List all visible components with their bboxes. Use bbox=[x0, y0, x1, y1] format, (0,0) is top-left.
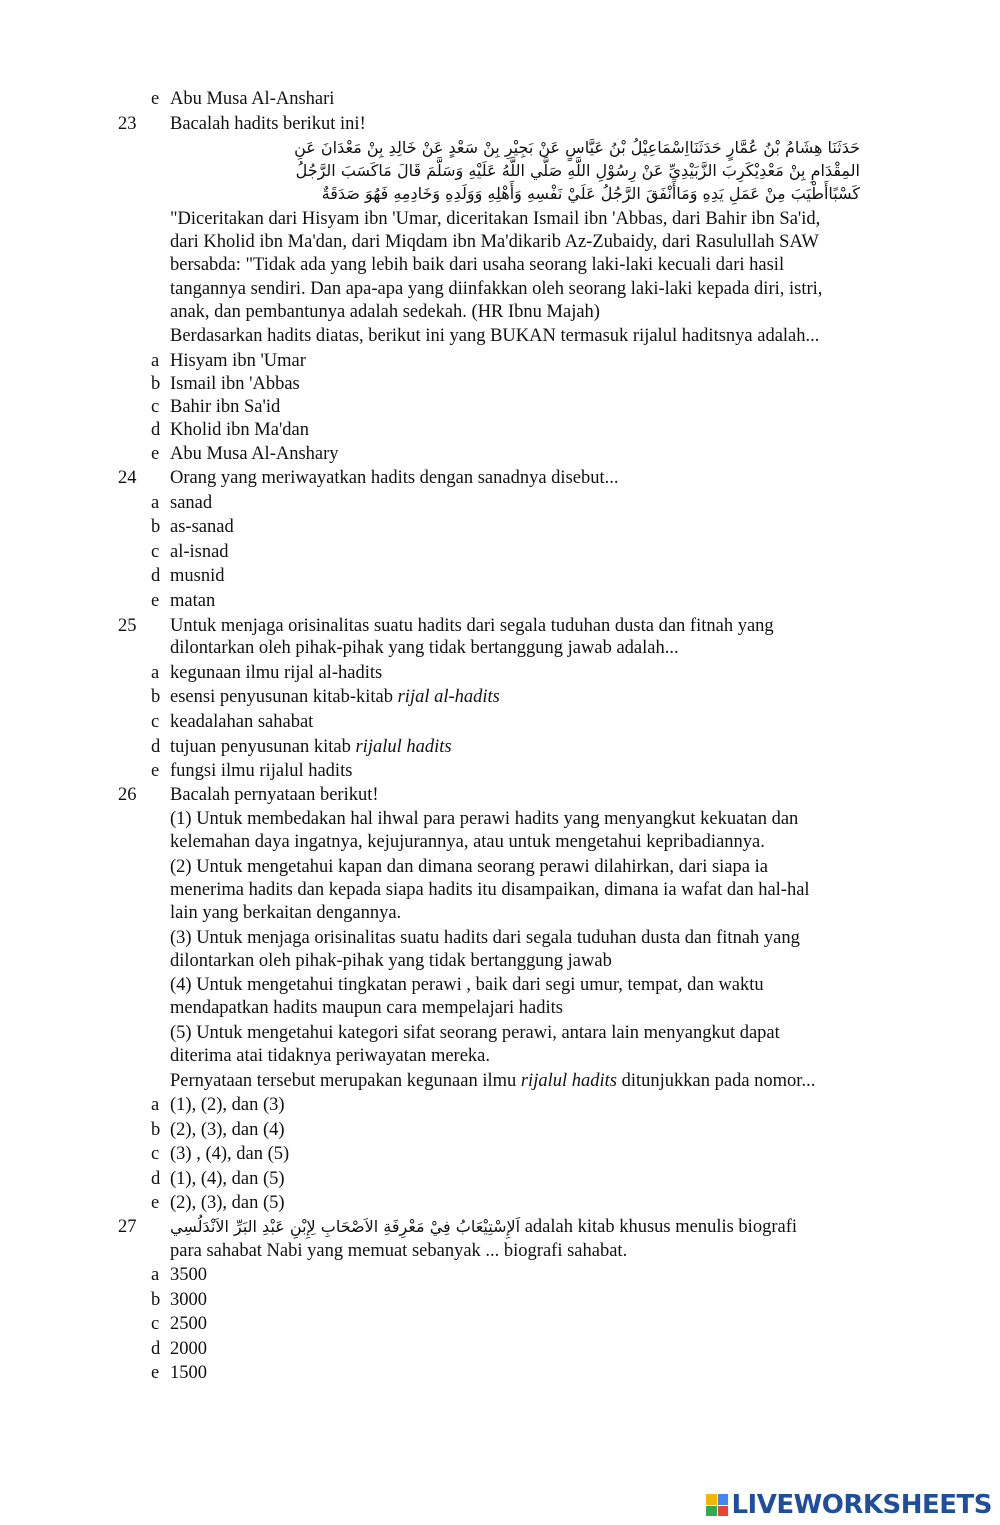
statement-line: menerima hadits dan kepada siapa hadits itu disampaikan, dimana ia wafat dan hal-hal bbox=[170, 880, 810, 900]
option-letter[interactable]: d bbox=[151, 737, 161, 757]
option-letter[interactable]: e bbox=[151, 444, 160, 464]
question-number: 27 bbox=[118, 1217, 137, 1237]
option-text[interactable]: keadalahan sahabat bbox=[170, 712, 314, 732]
option-text[interactable]: Hisyam ibn 'Umar bbox=[170, 351, 306, 371]
option-text[interactable]: Kholid ibn Ma'dan bbox=[170, 420, 309, 440]
translation-line: tangannya sendiri. Dan apa-apa yang diinfakkan oleh seorang laki-laki kepada diri, istri, bbox=[170, 279, 823, 299]
option-letter[interactable]: d bbox=[151, 1339, 161, 1359]
statement-line: dilontarkan oleh pihak-pihak yang tidak bertanggung jawab bbox=[170, 951, 612, 971]
option-text[interactable]: 1500 bbox=[170, 1363, 207, 1383]
statement-line: (1) Untuk membedakan hal ihwal para perawi hadits yang menyangkut kekuatan dan bbox=[170, 809, 799, 829]
logo-mark-icon bbox=[706, 1494, 728, 1516]
question-number: 25 bbox=[118, 616, 137, 636]
option-text[interactable]: as-sanad bbox=[170, 517, 234, 537]
option-letter[interactable]: e bbox=[151, 1193, 160, 1213]
option-letter[interactable]: a bbox=[151, 663, 160, 683]
option-letter[interactable]: a bbox=[151, 493, 160, 513]
option-text[interactable]: Abu Musa Al-Anshary bbox=[170, 444, 339, 464]
option-letter[interactable]: a bbox=[151, 1095, 160, 1115]
question-prompt: Bacalah pernyataan berikut! bbox=[170, 785, 379, 805]
option-text[interactable]: musnid bbox=[170, 566, 225, 586]
option-text[interactable]: 3000 bbox=[170, 1290, 207, 1310]
option-letter[interactable]: d bbox=[151, 566, 161, 586]
option-text[interactable]: (3) , (4), dan (5) bbox=[170, 1144, 290, 1164]
statement-line: (2) Untuk mengetahui kapan dan dimana seorang perawi dilahirkan, dari siapa ia bbox=[170, 857, 768, 877]
logo-square bbox=[718, 1506, 729, 1517]
arabic-hadith-line: حَدَثَنَا هِشَامُ بْنُ عُمَّارٍ حَدَثَنَااِسْمَاعِيْلُ بْنُ عَيَّاسٍ عَنْ بَجِيْرِ بِنْ سَعْدٍ عَنْ خَالِدِ بِنْ مَعْدَانَ عَنِ bbox=[294, 138, 860, 157]
question-number: 26 bbox=[118, 785, 137, 805]
option-text[interactable]: 2500 bbox=[170, 1314, 207, 1334]
option-text[interactable]: al-isnad bbox=[170, 542, 229, 562]
translation-line: anak, dan pembantunya adalah sedekah. (HR Ibnu Majah) bbox=[170, 302, 600, 322]
option-letter[interactable]: c bbox=[151, 1314, 160, 1334]
statement-line: (5) Untuk mengetahui kategori sifat seorang perawi, antara lain menyangkut dapat bbox=[170, 1023, 780, 1043]
statement-line: lain yang berkaitan dengannya. bbox=[170, 903, 402, 923]
statement-line: kelemahan daya ingatnya, kejujurannya, atau untuk mengetahui kepribadiannya. bbox=[170, 832, 765, 852]
translation-line: "Diceritakan dari Hisyam ibn 'Umar, diceritakan Ismail ibn 'Abbas, dari Bahir ibn Sa'id, bbox=[170, 209, 821, 229]
logo-square bbox=[706, 1506, 717, 1517]
option-text[interactable]: (1), (2), dan (3) bbox=[170, 1095, 285, 1115]
option-letter[interactable]: b bbox=[151, 1120, 161, 1140]
translation-line: bersabda: "Tidak ada yang lebih baik dari usaha seorang laki-laki kecuali dari hasil bbox=[170, 255, 785, 275]
logo-square bbox=[718, 1494, 729, 1505]
statement-line: (4) Untuk mengetahui tingkatan perawi , baik dari segi umur, tempat, dan waktu bbox=[170, 975, 764, 995]
option-letter[interactable]: d bbox=[151, 420, 161, 440]
option-text[interactable]: tujuan penyusunan kitab rijalul hadits bbox=[170, 737, 452, 757]
arabic-hadith-line: كَسْبًاأَطْيَبَ مِنْ عَمَلِ يَدِهِ وَمَاأَنْفَقَ الرَّجُلُ عَلَيْ نَفْسِهِ وَأَهْلِهِ وَوَلَدِهِ وَخَادِمِهِ فَهُوَ صَدَقَةٌ bbox=[321, 184, 860, 203]
option-letter[interactable]: c bbox=[151, 712, 160, 732]
option-text[interactable]: Bahir ibn Sa'id bbox=[170, 397, 281, 417]
statement-line: mendapatkan hadits maupun cara mempelajari hadits bbox=[170, 998, 563, 1018]
option-text[interactable]: esensi penyusunan kitab-kitab rijal al-hadits bbox=[170, 687, 500, 707]
arabic-hadith-line: المِقْدَامِ بِنْ مَعْدِيْكَرِبَ الزَّبَيْدِيِّ عَنْ رِسُوْلِ اللَّهِ صَلَّي اللَّهُ عَلَيْهِ وَسَلَّمَ قَالَ مَاكَسَبَ الرَّجُلُ bbox=[295, 161, 860, 180]
question-prompt: Bacalah hadits berikut ini! bbox=[170, 114, 366, 134]
logo-square bbox=[706, 1494, 717, 1505]
option-letter[interactable]: c bbox=[151, 542, 160, 562]
statement-line: (3) Untuk menjaga orisinalitas suatu hadits dari segala tuduhan dusta dan fitnah yang bbox=[170, 928, 800, 948]
option-text[interactable]: sanad bbox=[170, 493, 213, 513]
option-text[interactable]: 2000 bbox=[170, 1339, 207, 1359]
option-letter[interactable]: b bbox=[151, 687, 161, 707]
option-letter[interactable]: a bbox=[151, 351, 160, 371]
question-text: dilontarkan oleh pihak-pihak yang tidak bertanggung jawab adalah... bbox=[170, 638, 679, 658]
option-letter[interactable]: e bbox=[151, 761, 160, 781]
option-letter[interactable]: a bbox=[151, 1265, 160, 1285]
question-text: اَلإِسْتِيْعَابُ فِيْ مَعْرِفَةِ الاَصْحَابِ لِإِبْنِ عَبْدِ البَرِّ الاَنْدَلُسِي adalah kitab khusus menulis biografi bbox=[170, 1217, 797, 1237]
option-text[interactable]: (2), (3), dan (5) bbox=[170, 1193, 285, 1213]
arabic-book-title: اَلإِسْتِيْعَابُ فِيْ مَعْرِفَةِ الاَصْحَابِ لِإِبْنِ عَبْدِ البَرِّ الاَنْدَلُسِي bbox=[170, 1217, 521, 1236]
question-text: Orang yang meriwayatkan hadits dengan sanadnya disebut... bbox=[170, 468, 619, 488]
question-number: 24 bbox=[118, 468, 137, 488]
liveworksheets-logo[interactable] bbox=[706, 1490, 992, 1520]
option-text[interactable]: (2), (3), dan (4) bbox=[170, 1120, 285, 1140]
option-text: Abu Musa Al-Anshari bbox=[170, 89, 335, 109]
translation-line: dari Kholid ibn Ma'dan, dari Miqdam ibn Ma'dikarib Az-Zubaidy, dari Rasulullah SAW bbox=[170, 232, 819, 252]
option-letter[interactable]: b bbox=[151, 1290, 161, 1310]
option-letter[interactable]: d bbox=[151, 1169, 161, 1189]
option-text[interactable]: fungsi ilmu rijalul hadits bbox=[170, 761, 353, 781]
option-text[interactable]: (1), (4), dan (5) bbox=[170, 1169, 285, 1189]
option-letter[interactable]: b bbox=[151, 517, 161, 537]
option-letter: e bbox=[151, 89, 160, 109]
question-text: Pernyataan tersebut merupakan kegunaan ilmu rijalul hadits ditunjukkan pada nomor... bbox=[170, 1071, 816, 1091]
logo-text: LIVEWORKSHEETS bbox=[731, 1490, 992, 1520]
option-text[interactable]: Ismail ibn 'Abbas bbox=[170, 374, 300, 394]
statement-line: diterima atai tidaknya periwayatan mereka. bbox=[170, 1046, 491, 1066]
option-letter[interactable]: b bbox=[151, 374, 161, 394]
option-letter[interactable]: e bbox=[151, 591, 160, 611]
question-number: 23 bbox=[118, 114, 137, 134]
question-text: Berdasarkan hadits diatas, berikut ini yang BUKAN termasuk rijalul haditsnya adalah... bbox=[170, 326, 820, 346]
option-letter[interactable]: e bbox=[151, 1363, 160, 1383]
option-text[interactable]: 3500 bbox=[170, 1265, 207, 1285]
question-text: Untuk menjaga orisinalitas suatu hadits dari segala tuduhan dusta dan fitnah yang bbox=[170, 616, 774, 636]
question-text: para sahabat Nabi yang memuat sebanyak ... biografi sahabat. bbox=[170, 1241, 628, 1261]
option-text[interactable]: kegunaan ilmu rijal al-hadits bbox=[170, 663, 383, 683]
option-letter[interactable]: c bbox=[151, 397, 160, 417]
option-letter[interactable]: c bbox=[151, 1144, 160, 1164]
option-text[interactable]: matan bbox=[170, 591, 216, 611]
